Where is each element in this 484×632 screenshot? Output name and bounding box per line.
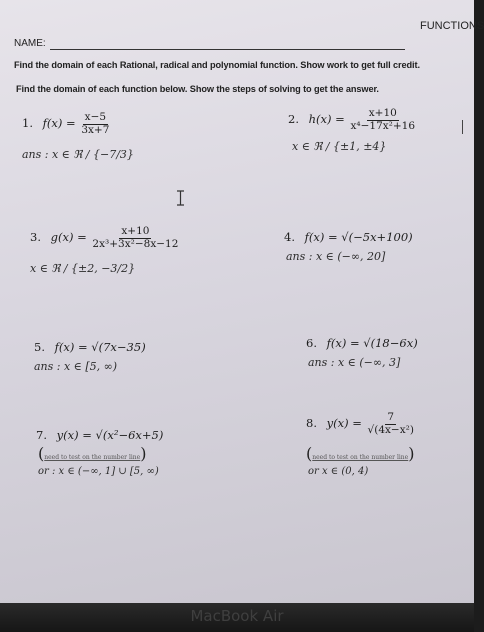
margin-mark bbox=[462, 120, 463, 134]
problem-8: 8. y(x) = $\frac{7}{\text{√(4x−x²)}}$ bbox=[306, 411, 414, 436]
text-cursor-icon bbox=[176, 190, 185, 206]
laptop-label: MacBook Air bbox=[190, 607, 284, 625]
problem-5-answer: ans : x ∈ [5, ∞) bbox=[34, 360, 118, 373]
instruction-line-2: Find the domain of each function below. Show the steps of solving to get the answer. bbox=[16, 84, 379, 94]
problem-3: 3. g(x) = $\frac{x+10}{\text{2x³+3x²−8x−12}}$ bbox=[30, 225, 179, 250]
problem-8-answer: or x ∈ (0, 4) bbox=[308, 466, 369, 477]
problem-1-fraction: $\frac{x-5}{3x+7}$ bbox=[81, 111, 110, 136]
problem-6-answer: ans : x ∈ (−∞, 3] bbox=[308, 356, 401, 369]
problem-3-fraction: $\frac{x+10}{\text{2x³+3x²−8x−12}}$ bbox=[92, 225, 179, 250]
problem-4: 4. f(x) = √(−5x+100) bbox=[284, 230, 413, 244]
problem-8-note: (need to test on the number line) bbox=[306, 444, 415, 463]
problem-2-answer: x ∈ ℜ / {±1, ±4} bbox=[292, 140, 387, 153]
problem-1: 1. f(x) = $\frac{x-5}{3x+7}$ bbox=[22, 111, 110, 136]
problem-7: 7. y(x) = √(x²−6x+5) bbox=[36, 428, 164, 442]
problem-5: 5. f(x) = √(7x−35) bbox=[34, 340, 146, 354]
problem-2: 2. h(x) = $\frac{x+10}{\text{x⁴−17x²+16}}$ bbox=[288, 107, 416, 132]
problem-2-fraction: $\frac{x+10}{\text{x⁴−17x²+16}}$ bbox=[350, 107, 416, 132]
name-label: NAME: bbox=[14, 38, 46, 49]
problem-8-fraction: $\frac{7}{\text{√(4x−x²)}}$ bbox=[367, 411, 414, 436]
problem-7-note: (need to test on the number line) bbox=[38, 444, 147, 463]
problem-1-answer: ans : x ∈ ℜ / {−7/3} bbox=[22, 148, 134, 161]
problem-6: 6. f(x) = √(18−6x) bbox=[306, 336, 418, 350]
name-line bbox=[50, 49, 405, 50]
worksheet-tag: FUNCTIONS bbox=[420, 20, 484, 32]
problem-4-answer: ans : x ∈ (−∞, 20] bbox=[286, 250, 386, 263]
problem-3-answer: x ∈ ℜ / {±2, −3/2} bbox=[30, 262, 136, 275]
instruction-line-1: Find the domain of each Rational, radical and polynomial function. Show work to get full credit. bbox=[14, 60, 420, 70]
problem-7-answer: or : x ∈ (−∞, 1] ∪ [5, ∞) bbox=[38, 466, 159, 477]
